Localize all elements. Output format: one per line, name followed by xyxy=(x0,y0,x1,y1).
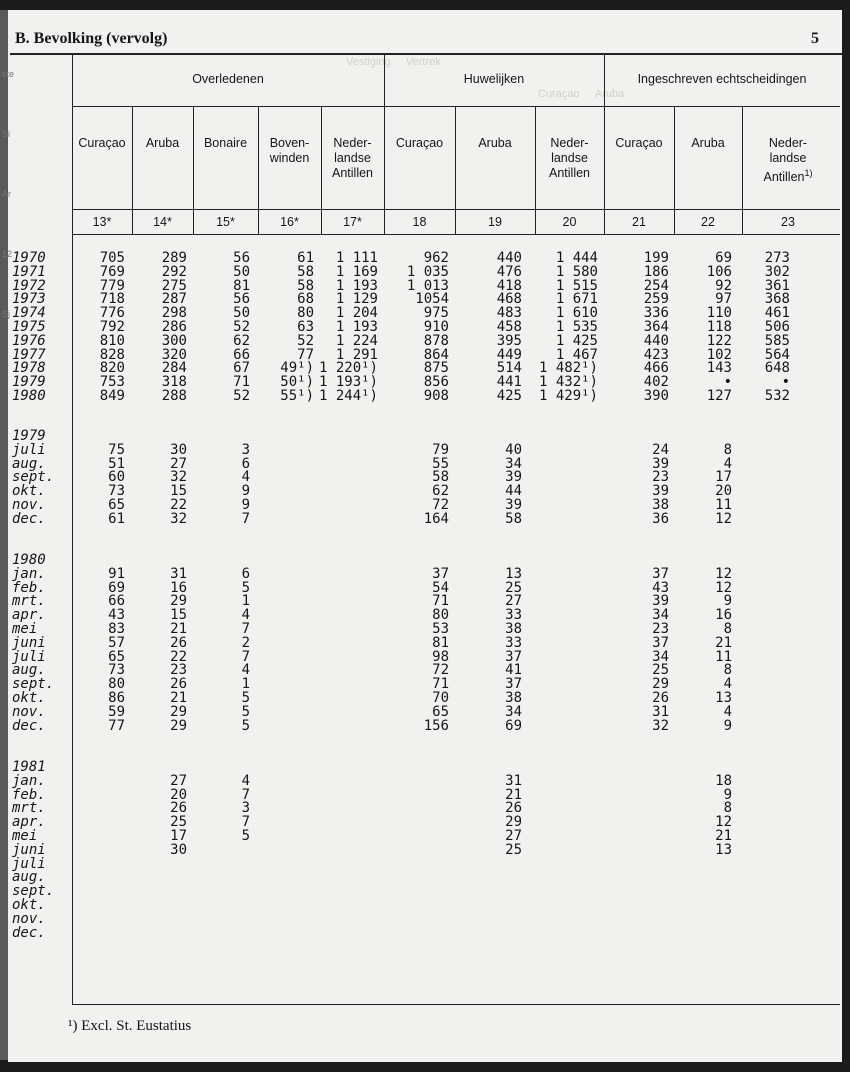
row-labels-1981: 1981 jan. feb. mrt. apr. mei juni juli aug. sept. okt. nov. dec. xyxy=(12,759,55,941)
left-margin-fragments: ste Si Ar 12 Sj xyxy=(2,69,15,319)
group-header-echtscheidingen: Ingeschreven echtscheidingen xyxy=(637,72,807,86)
column-header-aruba: Aruba xyxy=(145,136,180,150)
document-page xyxy=(2,10,842,1062)
group-header-huwelijken: Huwelijken xyxy=(463,72,525,86)
data-column: 31 16 29 15 21 26 22 23 26 21 29 29 xyxy=(170,565,187,734)
column-number: 21 xyxy=(632,215,646,229)
row-labels-1980: 1980 jan. feb. mrt. apr. mei juni juli aug. sept. okt. nov. dec. xyxy=(12,552,55,734)
column-number: 13* xyxy=(92,215,112,229)
column-header-curacao: Curaçao xyxy=(615,136,663,150)
data-column: 24 39 23 39 38 36 xyxy=(652,441,669,527)
column-number: 20 xyxy=(562,215,577,229)
column-header-nederlandse-antillen: Neder- landse Antillen xyxy=(549,136,590,180)
data-column: 69 106 92 97 110 118 122 102 143 • 127 xyxy=(706,250,732,404)
data-column: 40 34 39 44 39 58 xyxy=(505,441,522,527)
data-column: 1 444 1 580 1 515 1 671 1 610 1 535 1 425 1 467 1 482¹) 1 432¹) 1 429¹) xyxy=(538,250,598,404)
column-header-nederlandse-antillen: Neder- landse Antillen$^{1)}$ xyxy=(763,136,813,185)
page-number: 5 xyxy=(811,30,819,47)
footnote: ¹) Excl. St. Eustatius xyxy=(68,1018,192,1034)
stub-separator xyxy=(72,54,73,1004)
top-rule xyxy=(10,53,842,55)
bleed-through-text: Vestiging Vertrek xyxy=(346,56,441,68)
row-labels-1979: 1979 juli aug. sept. okt. nov. dec. xyxy=(12,428,55,527)
data-column: 56 50 81 56 50 52 62 66 67 71 52 xyxy=(233,250,250,404)
group-header-overledenen: Overledenen xyxy=(192,72,264,86)
column-header-aruba: Aruba xyxy=(478,136,512,150)
data-column: 31 21 26 29 27 25 xyxy=(505,772,522,858)
data-column: 30 27 32 15 22 32 xyxy=(170,441,187,527)
data-column: 75 51 60 73 65 61 xyxy=(108,441,125,527)
data-column: 6 5 1 4 7 2 7 4 1 5 5 5 xyxy=(241,565,250,734)
column-number: 16* xyxy=(280,215,299,229)
column-number: 18 xyxy=(412,215,427,229)
data-column: 4 7 3 7 5 xyxy=(241,772,250,844)
data-column: 3 6 4 9 9 7 xyxy=(241,441,250,527)
data-column: 962 1 035 1 013 1054 975 910 878 864 875 856 908 xyxy=(406,250,449,404)
data-column: 37 43 39 34 23 37 34 25 29 26 31 32 xyxy=(652,565,669,734)
column-header-nederlandse-antillen: Neder- landse Antillen xyxy=(332,136,373,180)
column-header-curacao: Curaçao xyxy=(78,136,126,150)
column-header-curacao: Curaçao xyxy=(395,136,444,150)
group-header-rule xyxy=(72,106,840,107)
data-column: 289 292 275 287 298 286 300 320 284 318 288 xyxy=(161,250,187,404)
data-column: 273 302 361 368 461 506 585 564 648 • 532 xyxy=(764,250,790,404)
column-number: 15* xyxy=(216,215,235,229)
data-column: 27 20 26 25 17 30 xyxy=(170,772,187,858)
column-header-rule xyxy=(72,209,840,210)
column-number: 17* xyxy=(343,215,362,229)
data-column: 705 769 779 718 776 792 810 828 820 753 849 xyxy=(99,250,125,404)
data-column: 37 54 71 80 53 81 98 72 71 70 65 156 xyxy=(423,565,449,734)
data-column: 8 4 17 20 11 12 xyxy=(715,441,732,527)
footnote-marker: 1) xyxy=(804,168,813,178)
data-column: 440 476 418 468 483 458 395 449 514 441 425 xyxy=(496,250,522,404)
column-number: 22 xyxy=(701,215,715,229)
bleed-through-text: Curaçao Aruba xyxy=(538,88,625,100)
column-header-aruba: Aruba xyxy=(691,136,725,150)
column-number: 23 xyxy=(781,215,795,229)
column-header-bonaire: Bonaire xyxy=(203,136,248,150)
data-column: 91 69 66 43 83 57 65 73 80 86 59 77 xyxy=(108,565,125,734)
data-column: 13 25 27 33 38 33 37 41 37 38 34 69 xyxy=(505,565,522,734)
row-labels-years: 1970 1971 1972 1973 1974 1975 1976 1977 1978 1979 1980 xyxy=(12,250,46,404)
data-column: 1 111 1 169 1 193 1 129 1 204 1 193 1 224 1 291 1 220¹) 1 193¹) 1 244¹) xyxy=(318,250,378,404)
data-column: 61 58 58 68 80 63 52 77 49¹) 50¹) 55¹) xyxy=(280,250,314,404)
data-column: 199 186 254 259 336 364 440 423 466 402 390 xyxy=(643,250,669,404)
page-title: B. Bevolking (vervolg) xyxy=(15,30,168,47)
column-number: 14* xyxy=(153,215,172,229)
data-column: 18 9 8 12 21 13 xyxy=(715,772,732,858)
data-column: 12 12 9 16 8 21 11 8 4 13 4 9 xyxy=(715,565,732,734)
bottom-rule xyxy=(72,1004,840,1005)
column-header-bovenwinden: Boven- winden xyxy=(269,136,310,165)
data-column: 79 55 58 62 72 164 xyxy=(423,441,449,527)
column-number: 19 xyxy=(488,215,502,229)
column-number-rule xyxy=(72,234,840,235)
